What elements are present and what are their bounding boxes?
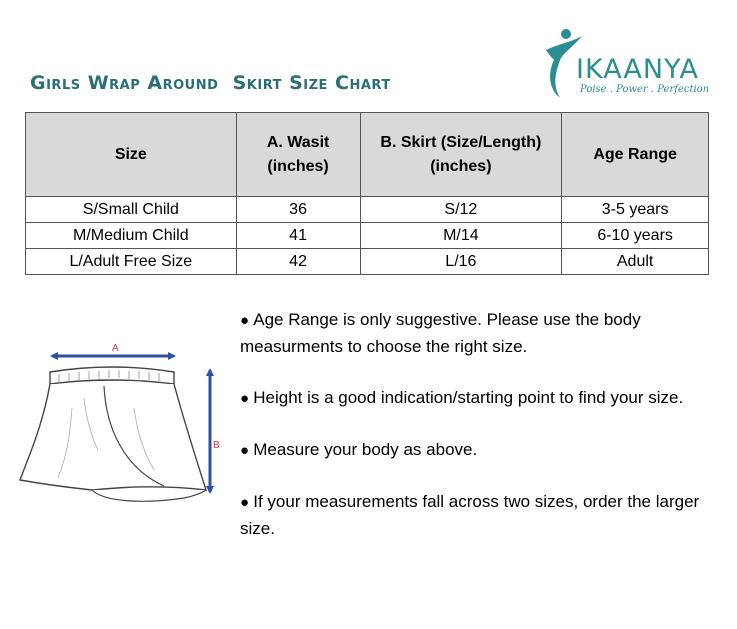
note-text: Measure your body as above.: [253, 440, 478, 459]
table-cell: L/Adult Free Size: [26, 249, 237, 275]
note-item: [240, 385, 710, 412]
note-text: If your measurements fall across two sizes, order the larger size.: [240, 492, 700, 538]
bullet-icon: ●: [240, 390, 254, 407]
table-cell: S/Small Child: [26, 197, 237, 223]
bullet-icon: ●: [240, 312, 254, 329]
table-cell: 42: [236, 249, 360, 275]
note-item: [240, 437, 710, 464]
table-body: [26, 197, 709, 275]
note-text: Age Range is only suggestive. Please use the body measurments to choose the right size.: [240, 310, 641, 356]
note-item: [240, 489, 710, 542]
table-cell: M/14: [360, 223, 562, 249]
notes-list: [240, 307, 710, 567]
column-header: Size: [26, 113, 237, 197]
table-cell: M/Medium Child: [26, 223, 237, 249]
table-cell: L/16: [360, 249, 562, 275]
table-cell: S/12: [360, 197, 562, 223]
logo-tagline: Poise . Power . Perfection: [580, 84, 710, 95]
table-row: [26, 223, 709, 249]
table-cell: 36: [236, 197, 360, 223]
note-text: Height is a good indication/starting point to find your size.: [253, 388, 684, 407]
waist-label: A: [112, 343, 119, 354]
column-header: A. Wasit (inches): [236, 113, 360, 197]
table-row: [26, 197, 709, 223]
brand-logo: [538, 26, 718, 102]
length-label: B: [213, 440, 220, 451]
skirt-diagram: [14, 338, 224, 518]
column-header: B. Skirt (Size/Length) (inches): [360, 113, 562, 197]
bullet-icon: ●: [240, 494, 254, 511]
table-cell: Adult: [562, 249, 709, 275]
table-cell: 41: [236, 223, 360, 249]
chart-title: Girls Wrap Around Skirt Size Chart: [30, 72, 391, 94]
table-header-row: [26, 113, 709, 197]
column-header: Age Range: [562, 113, 709, 197]
bullet-icon: ●: [240, 442, 254, 459]
table-row: [26, 249, 709, 275]
note-item: [240, 307, 710, 360]
table-cell: 6-10 years: [562, 223, 709, 249]
table-cell: 3-5 years: [562, 197, 709, 223]
size-table: [25, 112, 709, 275]
logo-wordmark: IKAANYA: [576, 54, 699, 85]
